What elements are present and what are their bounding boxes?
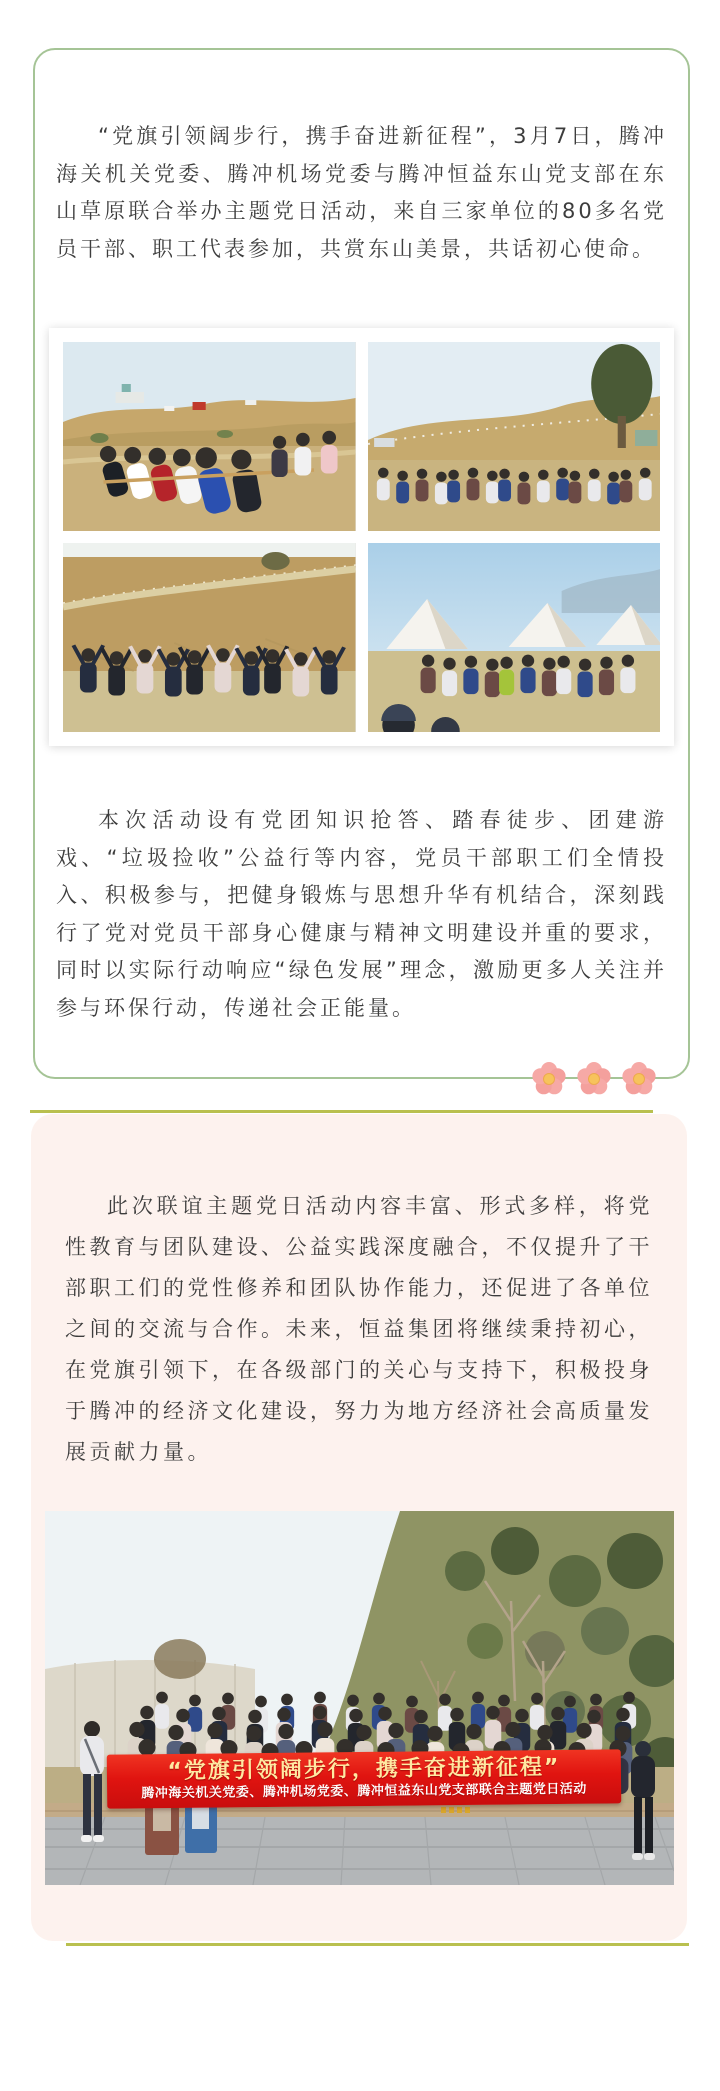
flower-decoration — [530, 1058, 658, 1096]
photo-group-banner[interactable] — [45, 1511, 674, 1885]
flower-icon — [530, 1058, 568, 1096]
photo-team-line-grassland[interactable] — [368, 342, 661, 531]
section-activity-report — [33, 48, 690, 1079]
section-summary — [31, 1114, 687, 1941]
banner-red — [107, 1749, 622, 1808]
paragraph-summary: 此次联谊主题党日活动内容丰富、形式多样，将党性教育与团队建设、公益实践深度融合，不仅提升了干部职工们的党性修养和团队协作能力，还促进了各单位之间的交流与合作。未来，恒益集团将继续秉持初心，在党旗引领下，在各级部门的关心与支持下，积极投身于腾冲的经济文化建设，努力为地方经济社会高质量发展贡献力量。 — [65, 1194, 653, 1464]
flower-icon — [575, 1058, 613, 1096]
banner-subtitle: 腾冲海关机关党委、腾冲机场党委、腾冲恒益东山党支部联合主题党日活动 — [141, 1781, 587, 1802]
paragraph-intro: “党旗引领阔步行，携手奋进新征程”，3月7日，腾冲海关机关党委、腾冲机场党委与腾冲恒益东山党支部在东山草原联合举办主题党日活动，来自三家单位的80多名党员干部、职工代表参加，共赏东山美景，共话初心使命。 — [56, 124, 667, 261]
photo-tug-of-war[interactable] — [63, 342, 356, 531]
section-divider-top — [30, 1110, 653, 1113]
bottom-spacer — [0, 1946, 720, 2005]
flower-icon — [620, 1058, 658, 1096]
article-page — [0, 48, 720, 2005]
photo-tents-group[interactable] — [368, 543, 661, 732]
photo-grid — [49, 328, 674, 746]
banner-title: “党旗引领阔步行，携手奋进新征程” — [167, 1754, 561, 1785]
paragraph-activities: 本次活动设有党团知识抢答、踏春徒步、团建游戏、“垃圾捡收”公益行等内容，党员干部职工们全情投入、积极参与，把健身锻炼与思想升华有机结合，深刻践行了党对党员干部身心健康与精神文明建设并重的要求，同时以实际行动响应“绿色发展”理念，激励更多人关注并参与环保行动，传递社会正能量。 — [56, 808, 667, 1020]
photo-cheering-hillside[interactable] — [63, 543, 356, 732]
